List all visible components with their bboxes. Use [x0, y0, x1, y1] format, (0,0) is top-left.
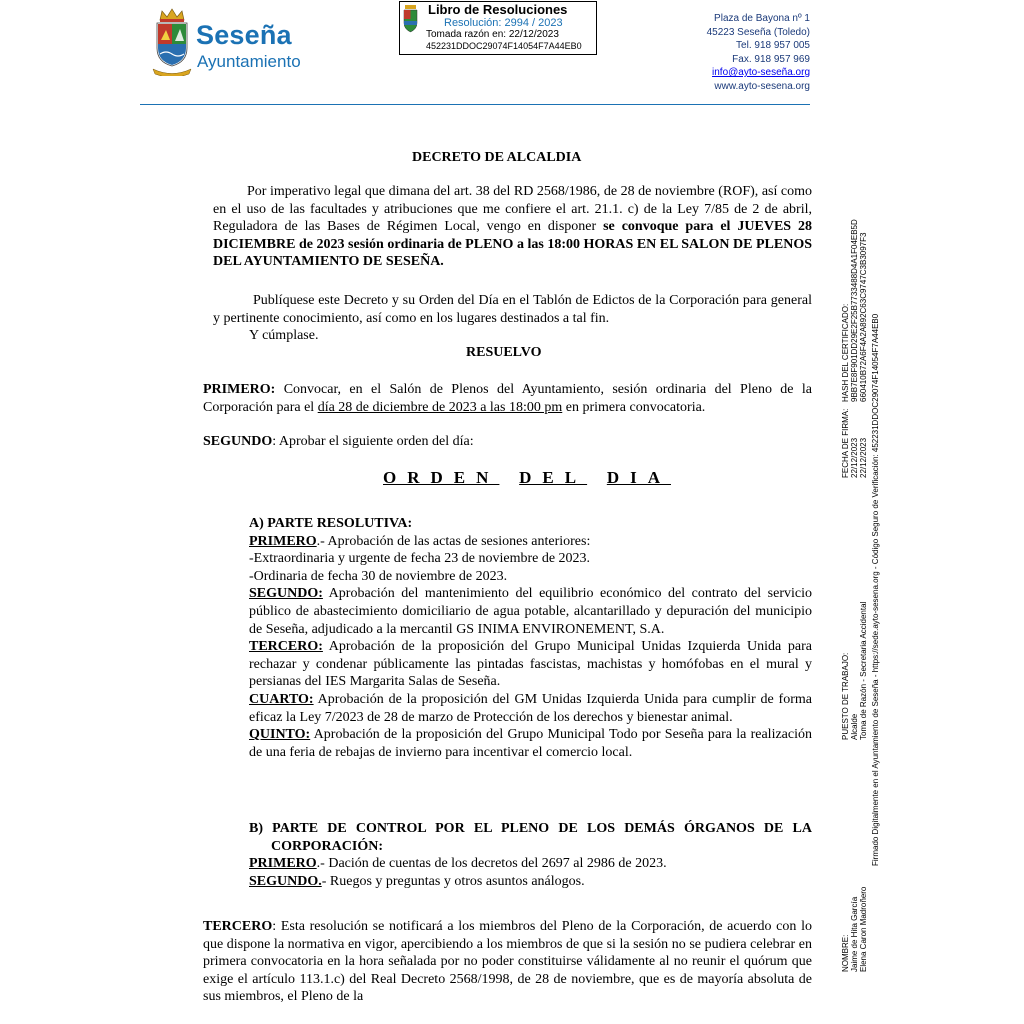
primero-end: en primera convocatoria.	[562, 399, 706, 415]
agenda-item	[249, 533, 812, 551]
stamp-coat-of-arms-icon	[402, 5, 419, 35]
tercero-paragraph	[203, 918, 812, 1006]
hash-label: HASH DEL CERTIFICADO:	[841, 303, 850, 402]
tercero-label: TERCERO	[203, 919, 273, 934]
decree-convocation: se convoque para el JUEVES 28 DICIEMBRE de 2023 sesión ordinaria de PLENO a las 18:00 HORAS EN EL SALON DE PLENOS DEL AYUNTAMIENTO DE SESEÑA.	[213, 219, 813, 270]
item-label: TERCERO:	[249, 639, 323, 655]
decree-text: Por imperativo legal que dimana del art. 38 del RD 2568/1986, de 28 de noviembre (ROF), así como en el uso de las facultades y atribuciones que me confiere el art. 21.1. c) de la Ley 7/85 de 2 de abril, Reguladora de las Bases de Régimen Local, vengo en disponer	[213, 184, 812, 235]
segundo-text: : Aprobar el siguiente orden del día:	[272, 434, 474, 449]
signer-label: NOMBRE:	[841, 934, 850, 972]
stamp-resolution: Resolución: 2994 / 2023	[444, 17, 563, 29]
orden-word-2: DEL	[519, 468, 588, 487]
signer-name-2: Elena Caron Madroñero	[859, 886, 868, 972]
position-2: Toma de Razón - Secretaria Accidental	[859, 601, 868, 740]
item-text: Aprobación de la proposición del Grupo Municipal Unidas Izquierda Unida para rechazar y condenar públicamente las pintadas fascistas, machistas y homófobas en el mural y persianas del IES Margarita Salas de Seseña.	[249, 639, 812, 690]
phone: Tel. 918 957 005	[736, 40, 810, 51]
signature-date-1: 22/12/2023	[850, 437, 859, 478]
segundo-label: SEGUNDO	[203, 434, 273, 449]
orden-del-dia-heading	[383, 468, 671, 488]
header-divider	[140, 104, 810, 105]
section-a	[249, 515, 812, 761]
orden-word-3: DIA	[606, 468, 671, 487]
digital-signature-notice: Firmado Digitalmente en el Ayuntamiento de Seseña - https://sede.ayto-sesena.org - Código Seguro de Verificación: 452231DDOC29074F14054F7A44EB0	[871, 313, 880, 866]
ayuntamiento-logo	[152, 8, 327, 80]
email-link[interactable]: info@ayto-seseña.org	[712, 67, 810, 78]
address-line2: 45223 Seseña (Toledo)	[706, 26, 810, 38]
paragraph-decree	[213, 183, 812, 271]
item-text: Aprobación de la proposición del GM Unidas Izquierda Unida para cumplir de forma eficaz la Ley 7/2023 de 28 de marzo de Protección de los derechos y bienestar animal.	[249, 691, 812, 725]
resuelvo-heading: RESUELVO	[466, 345, 542, 360]
item-label: PRIMERO	[249, 856, 317, 872]
item-label: SEGUNDO.	[249, 873, 322, 889]
hash-2: 660410B72A6F4A2A892C63C9747C3B3097F3	[859, 232, 868, 402]
signature-date-label: FECHA DE FIRMA:	[841, 408, 850, 478]
stamp-date: Tomada razón en: 22/12/2023	[426, 29, 559, 40]
primero-date: día 28 de diciembre de 2023 a las 18:00 pm	[317, 399, 563, 415]
item-text: Aprobación de la proposición del Grupo Municipal Todo por Seseña para la realización de una feria de rebajas de invierno para incentivar el comercio local.	[249, 727, 812, 760]
item-label: SEGUNDO:	[249, 586, 323, 602]
item-text: - Ruegos y preguntas y otros asuntos análogos.	[321, 873, 585, 889]
agenda-item	[249, 726, 812, 761]
agenda-subitem: -Ordinaria de fecha 30 de noviembre de 2023.	[249, 568, 508, 584]
signer-name-1: Jaime de Hita García	[850, 896, 859, 972]
signer-name-block	[841, 887, 868, 972]
section-b	[249, 820, 812, 890]
agenda-item	[249, 691, 812, 726]
item-text: Aprobación del mantenimiento del equilibrio económico del contrato del servicio público de abastecimiento domiciliario de agua potable, alcantarillado y depuración del municipio de Seseña, adjudicado a la mercantil GS INIMA ENVIRONEMENT, S.A.	[249, 586, 812, 637]
logo-subtitle: Ayuntamiento	[197, 52, 301, 71]
item-label: CUARTO:	[249, 691, 314, 707]
document-title: DECRETO DE ALCALDIA	[412, 150, 582, 165]
section-a-heading: A) PARTE RESOLUTIVA:	[249, 516, 413, 531]
primero-paragraph	[203, 381, 812, 416]
stamp-code: 452231DDOC29074F14054F7A44EB0	[426, 41, 582, 51]
paragraph-cumplase: Y cúmplase.	[249, 328, 319, 343]
agenda-subitem: -Extraordinaria y urgente de fecha 23 de noviembre de 2023.	[249, 551, 591, 567]
signature-date-2: 22/12/2023	[859, 437, 868, 478]
signer-position-block	[841, 602, 868, 740]
address-block	[707, 12, 810, 93]
primero-text: Convocar, en el Salón de Plenos del Ayuntamiento, sesión ordinaria del Pleno de la Corporación para el	[203, 382, 812, 415]
orden-word-1: ORDEN	[383, 468, 500, 487]
item-label: QUINTO:	[249, 727, 311, 743]
website-link[interactable]: www.ayto-sesena.org	[714, 80, 810, 92]
tercero-text: : Esta resolución se notificará a los miembros del Pleno de la Corporación, de acuerdo con lo que dispone la normativa en vigor, apercibiendo a los miembros de que si la sesión no se pudiera celebrar en primera convocatoria en la hora señalada por no poder constituirse válidamente al no reunir el quórum que exige el artículo 113.1.c) del Real Decreto 2568/1998, de 28 de noviembre, que es de mayoría absoluta de sus miembros, el Pleno de la	[203, 919, 812, 1005]
certificate-hash-block	[841, 219, 868, 402]
stamp-title: Libro de Resoluciones	[428, 2, 568, 17]
position-label: PUESTO DE TRABAJO:	[841, 652, 850, 740]
segundo-paragraph	[203, 433, 474, 451]
fax: Fax. 918 957 969	[732, 53, 810, 65]
logo-name: Seseña	[196, 20, 292, 50]
resolution-stamp	[399, 1, 597, 55]
paragraph-publish: Publíquese este Decreto y su Orden del Día en el Tablón de Edictos de la Corporación para general y pertinente conocimiento, así como en los lugares destinados a tal fin.	[213, 293, 812, 326]
hash-1: 9BB7E8F901DD29E2F25B7733488D4A1F04EB5D	[850, 219, 859, 402]
address-line1: Plaza de Bayona nº 1	[714, 13, 810, 24]
item-text: .- Dación de cuentas de los decretos del 2697 al 2986 de 2023.	[316, 856, 667, 872]
position-1: Alcalde	[850, 713, 859, 740]
section-b-heading: B) PARTE DE CONTROL POR EL PLENO DE LOS DEMÁS ÓRGANOS DE LA CORPORACIÓN:	[249, 821, 812, 854]
agenda-item	[249, 855, 812, 873]
item-text: .- Aprobación de las actas de sesiones anteriores:	[316, 533, 591, 549]
agenda-item	[249, 638, 812, 691]
coat-of-arms-icon	[152, 8, 192, 76]
signature-date-block	[841, 409, 868, 478]
agenda-item	[249, 585, 812, 638]
primero-label: PRIMERO:	[203, 382, 276, 397]
item-label: PRIMERO	[249, 533, 317, 549]
agenda-item	[249, 873, 812, 891]
